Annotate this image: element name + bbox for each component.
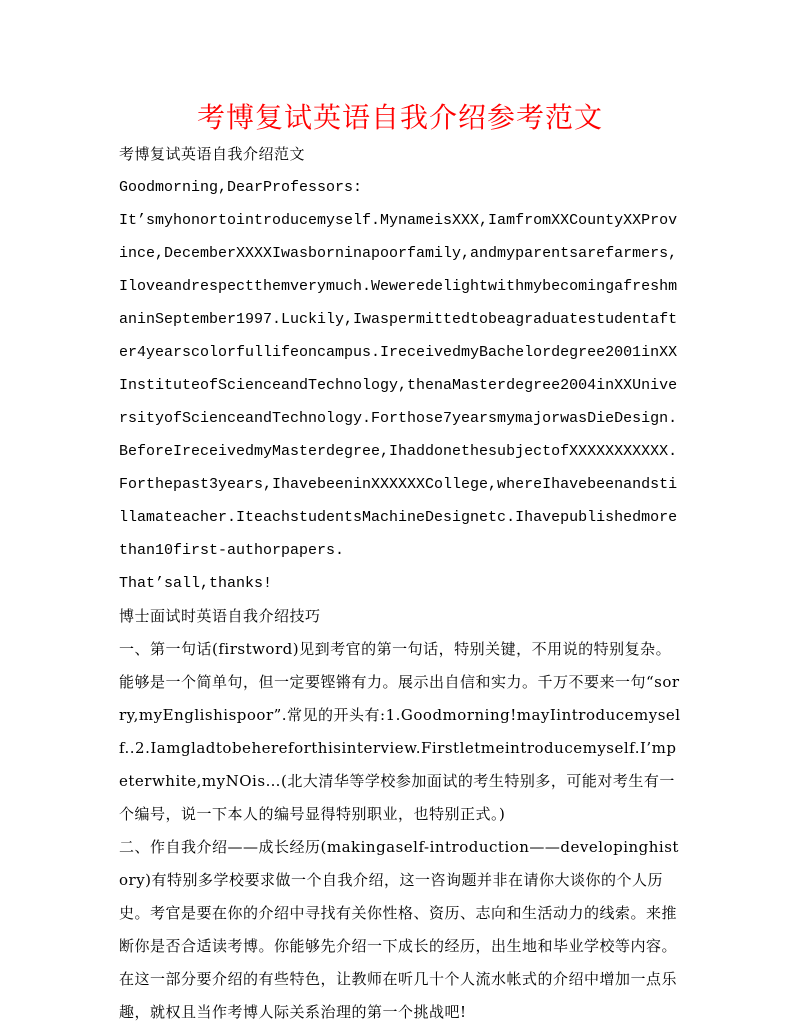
paragraph-tips-heading: 博士面试时英语自我介绍技巧 [119, 607, 321, 625]
paragraph-subtitle: 考博复试英语自我介绍范文 [119, 145, 306, 163]
paragraph-tip-first-word: 一、第一句话(firstword)见到考官的第一句话，特别关键，不用说的特别复杂。能够是一个简单句，但一定要铿锵有力。展示出自信和实力。千万不要来一句“sorry,myEnglishispoor”.常见的开头有:1.Goodmorning!mayIintroducemyself..2.Iamgladtobehereforthisinterview.Firstletmeintroducemyself.I’mpeterwhite,myNOis…(北大清华等学校参加面试的考生特别多，可能对考生有一个编号，说一下本人的编号显得特别职业，也特别正式。) [119, 640, 681, 823]
paragraph-tip-self-introduction: 二、作自我介绍——成长经历(makingaself-introduction——developinghistory)有特别多学校要求做一个自我介绍，这一咨询题并非在请你大谈你的个人历史。考官是要在你的介绍中寻找有关你性格、资历、志向和生活动力的线索。来推断你是否合适读考博。你能够先介绍一下成长的经历，出生地和毕业学校等内容。在这一部分要介绍的有些特色，让教师在听几十个人流水帐式的介绍中增加一点乐趣，就权且当作考博人际关系治理的第一个挑战吧! [119, 838, 679, 1021]
document-body [119, 138, 685, 1029]
paragraph-greeting: Goodmorning,DearProfessors: [119, 179, 363, 196]
paragraph-closing: That’sall,thanks! [119, 575, 273, 592]
paragraph-self-introduction: It’smyhonortointroducemyself.MynameisXXX,IamfromXXCountyXXProvince,DecemberXXXXIwasborninapoorfamily,andmyparentsarefarmers,Iloveandrespectthemverymuch.WeweredelightwithmybecomingafreshmaninSeptember1997.Luckily,Iwaspermittedtobeagraduatestudentafter4yearscolorfullifeoncampus.IreceivedmyBachelordegree2001inXXInstituteofScienceandTechnology,thenaMasterdegree2004inXXUniversityofScienceandTechnology.Forthose7yearsmymajorwasDieDesign.BeforeIreceivedmyMasterdegree,IhaddonethesubjectofXXXXXXXXXXX.Forthepast3years,IhavebeeninXXXXXXCollege,whereIhavebeenandstillamateacher.IteachstudentsMachineDesignetc.Ihavepublishedmorethan10first-authorpapers. [119, 212, 678, 559]
document-title: 考博复试英语自我介绍参考范文 [196, 101, 603, 134]
